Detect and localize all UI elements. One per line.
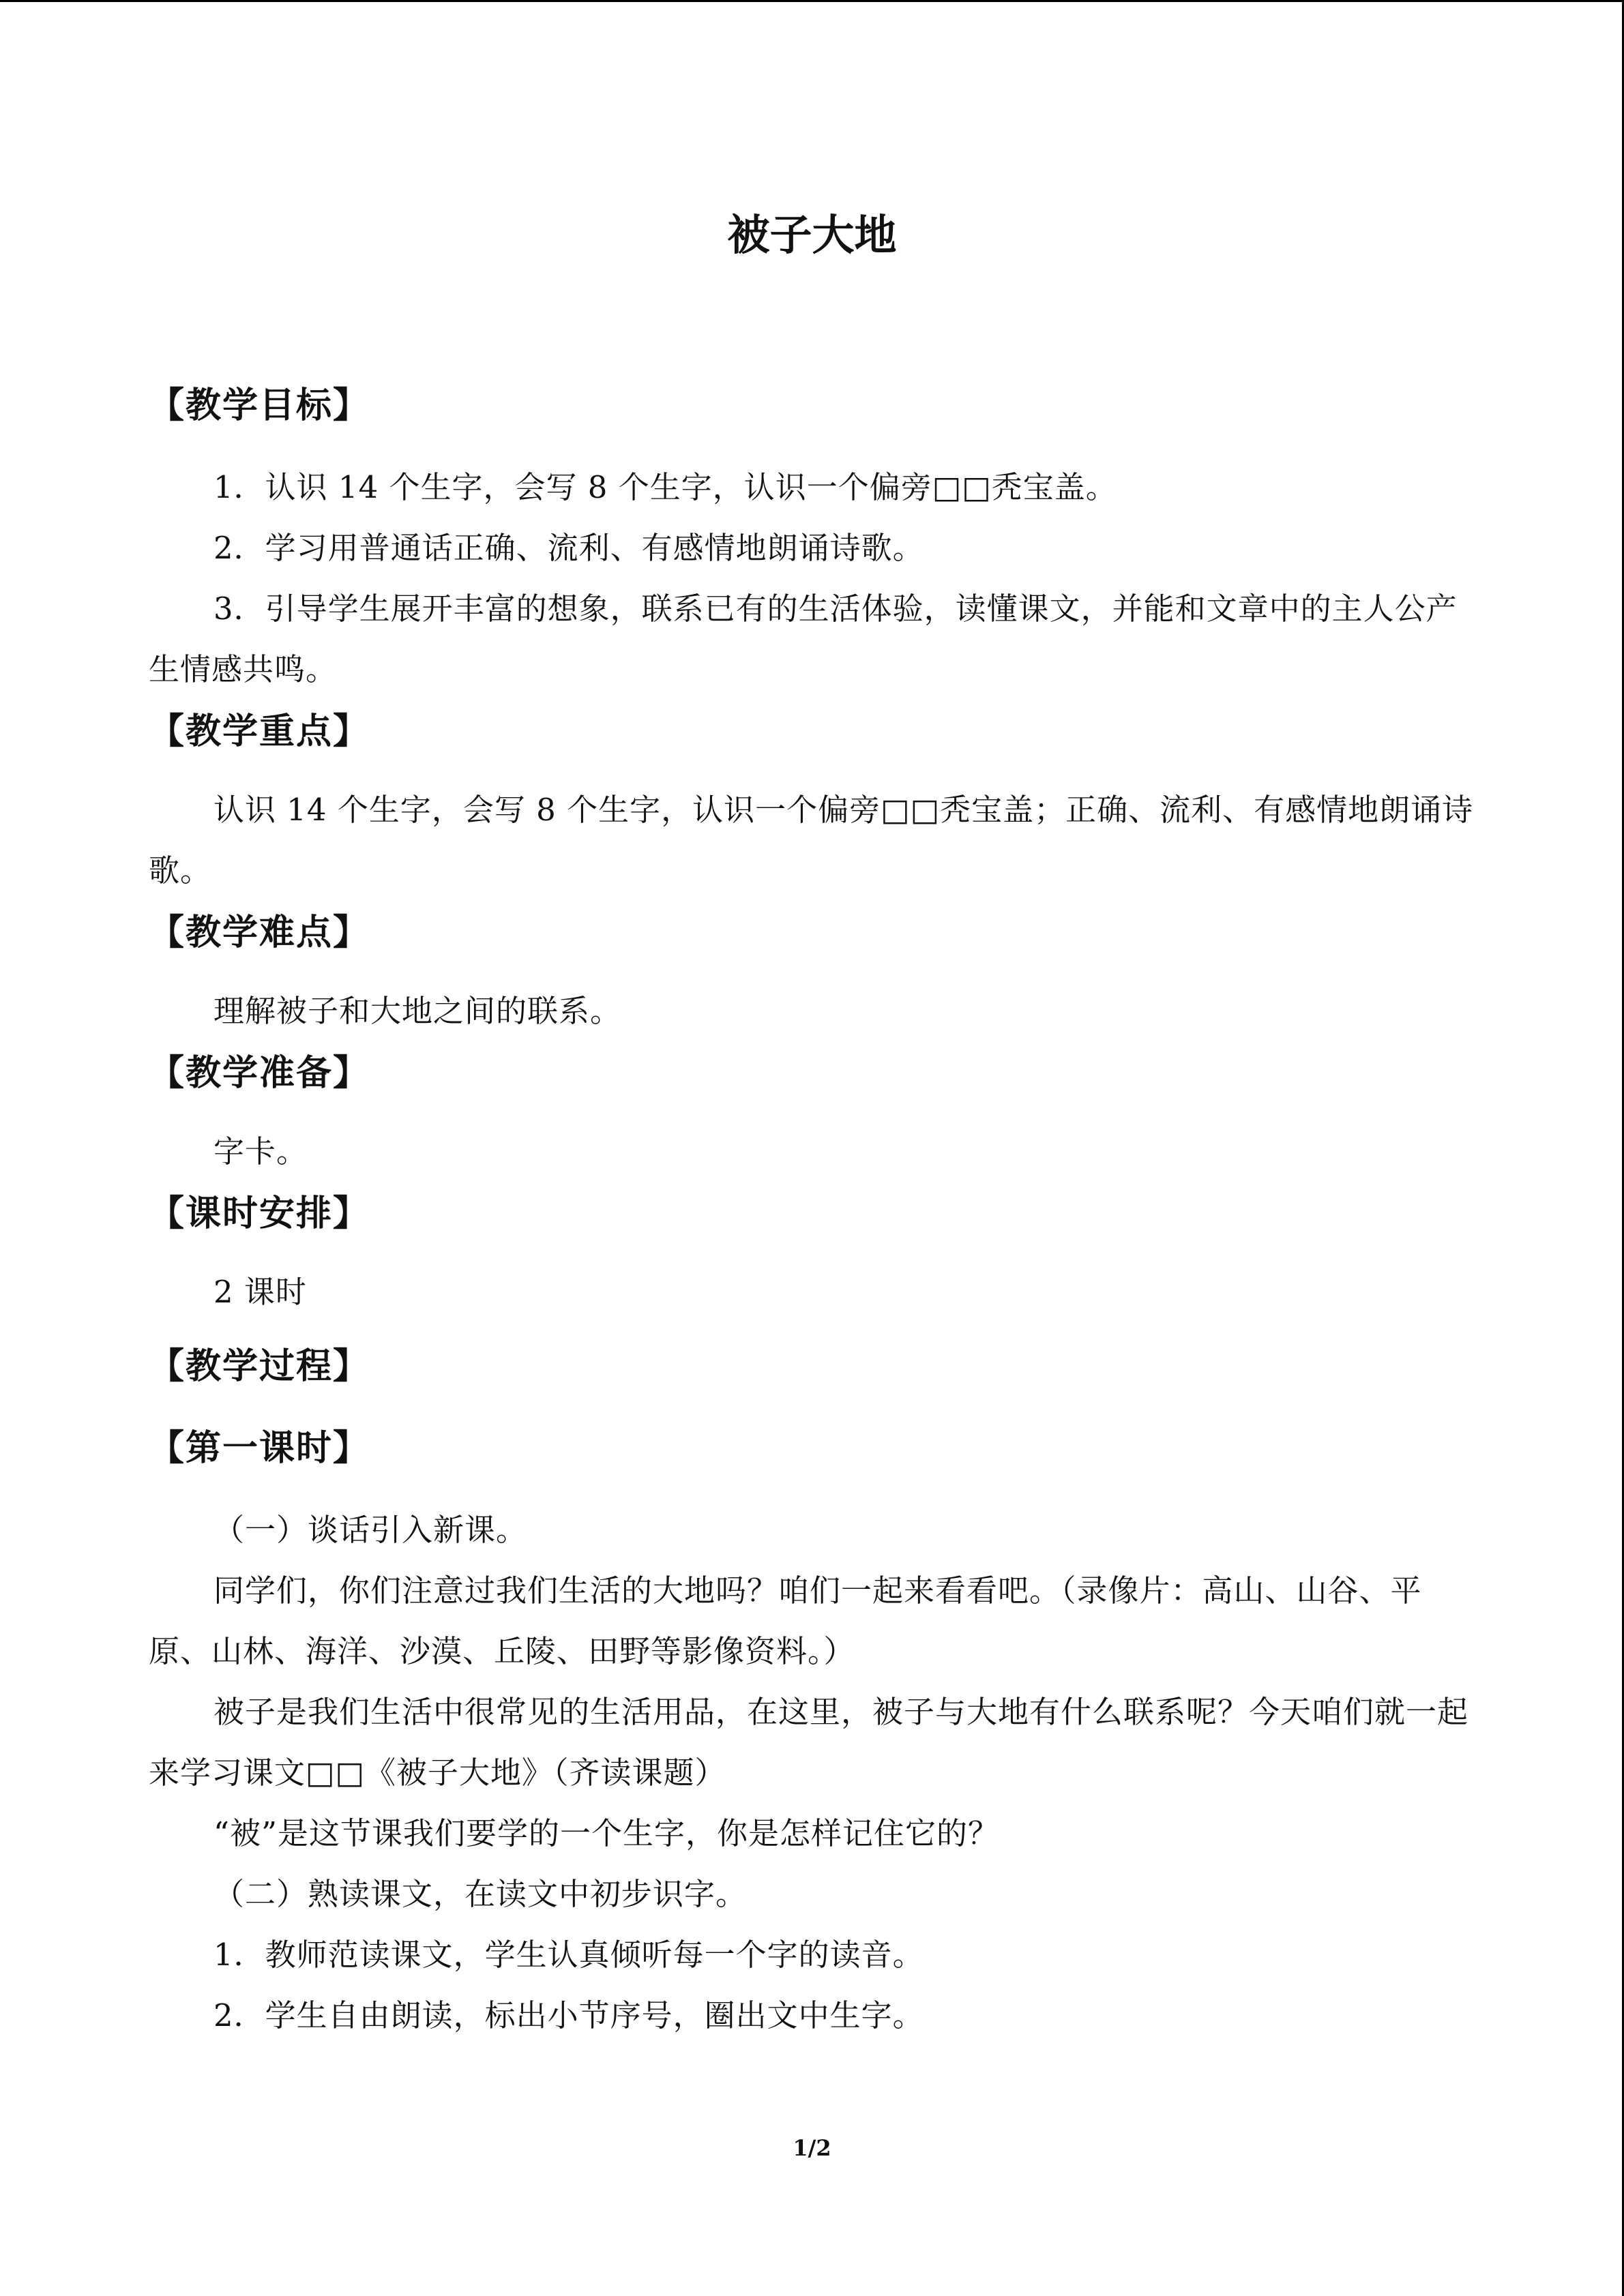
heading-process: 【教学过程】 <box>149 1346 370 1387</box>
lesson1-paragraph: 2．学生自由朗读，标出小节序号，圈出文中生字。 <box>213 1997 924 2033</box>
schedule-text: 2 课时 <box>213 1274 307 1310</box>
page-title: 被子大地 <box>727 210 897 260</box>
lesson1-paragraph: “被”是这节课我们要学的一个生字，你是怎样记住它的？ <box>213 1815 1000 1851</box>
difficulties-text: 理解被子和大地之间的联系。 <box>213 993 622 1029</box>
page-top-border <box>0 0 1624 2</box>
heading-objectives: 【教学目标】 <box>149 385 370 426</box>
objective-item-3: 3．引导学生展开丰富的想象，联系已有的生活体验，读懂课文，并能和文章中的主人公产生情感共鸣。 <box>149 591 1458 687</box>
lesson1-paragraph: （一）谈话引入新课。 <box>213 1512 528 1548</box>
page-number: 1/2 <box>793 2135 831 2161</box>
heading-schedule: 【课时安排】 <box>149 1193 370 1234</box>
lesson1-paragraph: （二）熟读课文，在读文中初步识字。 <box>213 1876 748 1912</box>
objective-item-2: 2．学习用普通话正确、流利、有感情地朗诵诗歌。 <box>213 530 924 566</box>
key-points-text: 认识 14 个生字，会写 8 个生字，认识一个偏旁□□秃宝盖；正确、流利、有感情地朗诵诗歌。 <box>149 792 1474 889</box>
heading-preparation: 【教学准备】 <box>149 1053 370 1094</box>
lesson1-paragraph: 1．教师范读课文，学生认真倾听每一个字的读音。 <box>213 1937 924 1973</box>
preparation-text: 字卡。 <box>213 1133 308 1169</box>
heading-difficulties: 【教学难点】 <box>149 912 370 953</box>
objective-item-1: 1．认识 14 个生字，会写 8 个生字，认识一个偏旁□□秃宝盖。 <box>213 469 1117 505</box>
lesson1-paragraph: 同学们，你们注意过我们生活的大地吗？咱们一起来看看吧。（录像片：高山、山谷、平原、山林、海洋、沙漠、丘陵、田野等影像资料。） <box>149 1572 1422 1669</box>
heading-lesson-1: 【第一课时】 <box>149 1428 370 1469</box>
document-body <box>149 382 1475 2046</box>
heading-key-points: 【教学重点】 <box>149 711 370 752</box>
lesson1-paragraph: 被子是我们生活中很常见的生活用品，在这里，被子与大地有什么联系呢？今天咱们就一起来学习课文□□《被子大地》（齐读课题） <box>149 1694 1469 1791</box>
